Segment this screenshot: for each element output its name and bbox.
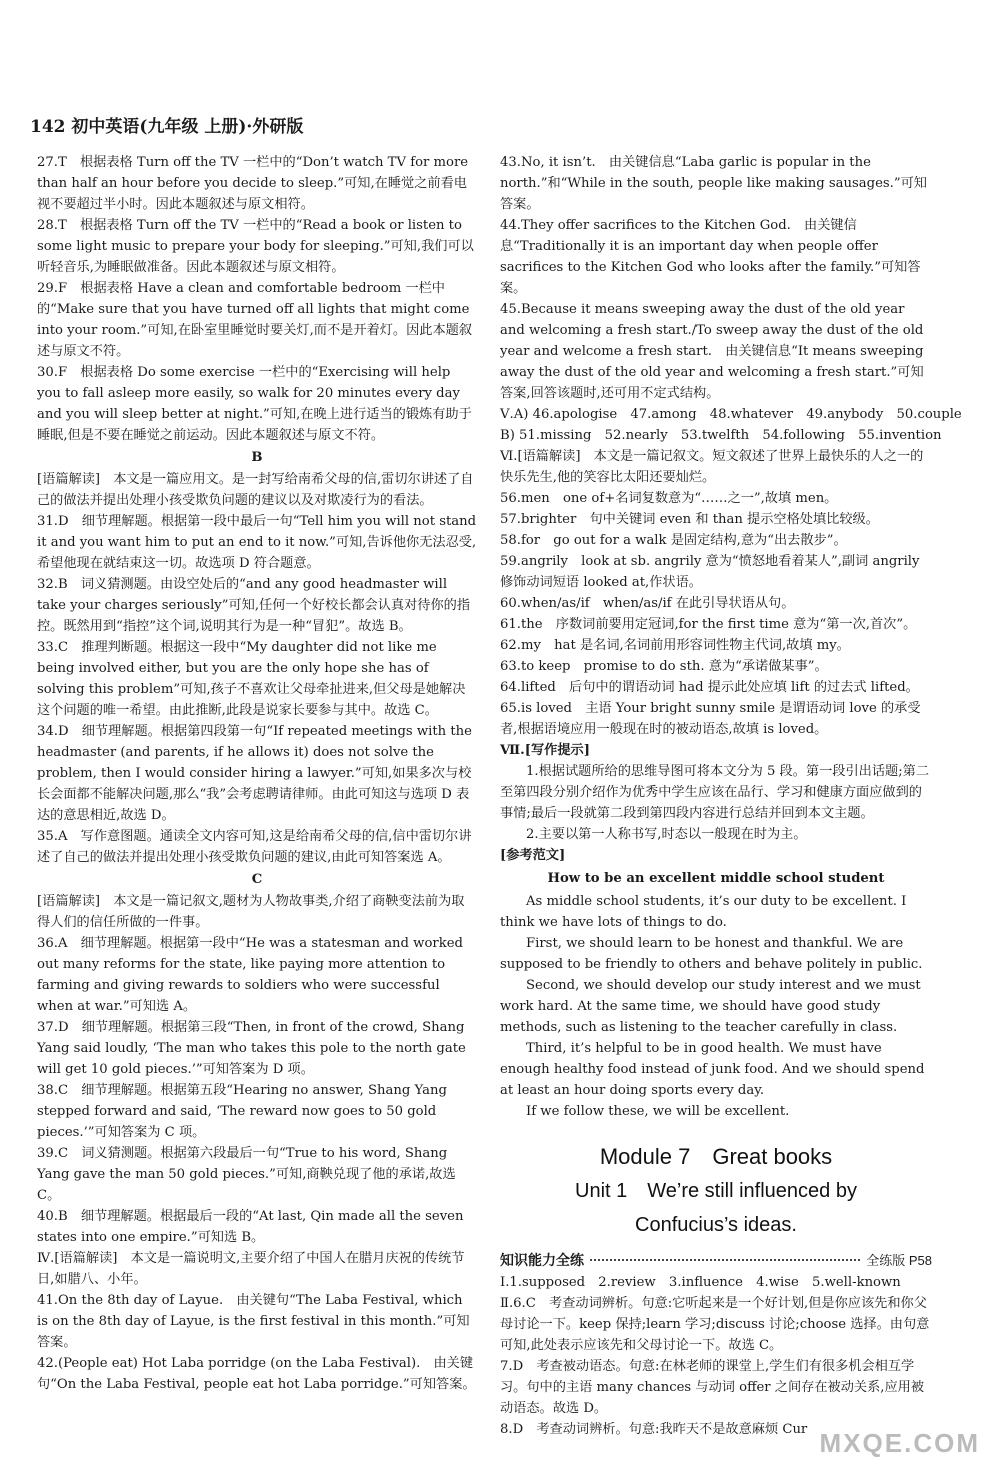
module-title: Module 7 Great books — [599, 1144, 833, 1169]
unit-title: Unit 1 We’re still influenced by — [575, 1180, 857, 1202]
answer-33: 33.C 推理判断题。根据这一段中“My daughter did not like me being involved either, but you are the only hope she has of solving this problem”可知,孩子不喜欢让父母牵扯进来,但父母是她解决这个问题的唯一希望。由此推断,此段是说家长要参与其中。故选 C。 — [37, 640, 466, 718]
unit-title-continued: Confucius’s ideas. — [635, 1214, 797, 1236]
essay-paragraph: Third, it’s helpful to be in good health. We must have enough healthy food instead of junk food. And we should spend at least an hour doing sports every day. — [500, 1041, 925, 1098]
section-header — [500, 1250, 932, 1272]
answer-34: 34.D 细节理解题。根据第四段第一句“If repeated meetings with the headmaster (and parents, if he allows it) does not solve the problem, then I would consider hiring a lawyer.”可知,如果多次与校长会面都不能解决问题,那么“我”会考虑聘请律师。由此可知这与选项 D 表达的意思相近,故选 D。 — [37, 724, 472, 823]
answer-32: 32.B 词义猜测题。由设空处后的“and any good headmaster will take your charges seriously”可知,任何一个好校长都会认真对待你的指控。既然用到“指控”这个词,说明其行为是一种“冒犯”。故选 B。 — [37, 577, 471, 634]
answer-27: 27.T 根据表格 Turn off the TV 一栏中的“Don’t watch TV for more than half an hour before you decide to sleep.”可知,在睡觉之前看电视不要超过半小时。因此本题叙述与原文相符。 — [37, 155, 469, 212]
section-v-b-answers: B) 51.missing 52.nearly 53.twelfth 54.following 55.invention — [500, 428, 942, 443]
watermark: MXQE.COM — [819, 1428, 980, 1458]
answer-28: 28.T 根据表格 Turn off the TV 一栏中的“Read a book or listen to some light music to prepare your body for sleeping.”可知,我们可以听轻音乐,为睡眠做准备。因此本题叙述与原文相符。 — [37, 218, 474, 275]
answer-6: Ⅱ.6.C 考查动词辨析。句意:它听起来是一个好计划,但是你应该先和你父母讨论一下。keep 保持;learn 学习;discuss 讨论;choose 选择。由句意可知,此处表示应该先和父母讨论一下。故选 C。 — [500, 1296, 930, 1353]
reference-essay-heading: [参考范文] — [500, 848, 566, 863]
section-c-heading: C — [251, 872, 263, 887]
answer-30: 30.F 根据表格 Do some exercise 一栏中的“Exercising will help you to fall asleep more easily, so walk for 20 minutes every day and you will sleep better at night.”可知,在晚上进行适当的锻炼有助于睡眠,但是不要在睡觉之前运动。因此本题叙述与原文不符。 — [37, 365, 472, 443]
answer-42: 42.(People eat) Hot Laba porridge (on the Laba Festival). 由关键句“On the Laba Festival, people eat hot Laba porridge.”可知答案。 — [37, 1356, 476, 1392]
answer-57: 57.brighter 句中关键词 even 和 than 提示空格处填比较级。 — [500, 512, 879, 527]
answer-35: 35.A 写作意图题。通读全文内容可知,这是给南希父母的信,信中雷切尔讲述了自己的做法并提出处理小孩受欺负问题的建议,由此可知答案选 A。 — [37, 829, 472, 865]
essay-title: How to be an excellent middle school student — [547, 871, 885, 886]
section-v-a-answers: Ⅴ.A) 46.apologise 47.among 48.whatever 49.anybody 50.couple — [500, 407, 962, 422]
dotted-leader — [590, 1259, 860, 1261]
answer-31: 31.D 细节理解题。根据第一段中最后一句“Tell him you will not stand it and you want him to put an end to it now.”可知,告诉他你无法忍受,希望他现在就结束这一切。故选项 D 符合题意。 — [37, 514, 477, 571]
section-page-ref: 全练版 P58 — [866, 1253, 932, 1268]
answer-62: 62.my hat 是名词,名词前用形容词性物主代词,故填 my。 — [500, 638, 850, 653]
answer-63: 63.to keep promise to do sth. 意为“承诺做某事”。 — [500, 659, 828, 674]
answer-29: 29.F 根据表格 Have a clean and comfortable bedroom 一栏中的“Make sure that you have turned off all lights that might come into your room.”可知,在卧室里睡觉时要关灯,而不是开着灯。因此本题叙述与原文不符。 — [37, 281, 473, 359]
answer-58: 58.for go out for a walk 是固定结构,意为“出去散步”。 — [500, 533, 847, 548]
answer-39: 39.C 词义猜测题。根据第六段最后一句“True to his word, Shang Yang gave the man 50 gold pieces.”可知,商鞅兑现了他的承诺,故选 C。 — [37, 1146, 456, 1203]
answer-43: 43.No, it isn’t. 由关键信息“Laba garlic is popular in the north.”和“While in the south, people like making sausages.”可知答案。 — [500, 155, 927, 212]
answer-37: 37.D 细节理解题。根据第三段“Then, in front of the crowd, Shang Yang said loudly, ‘The man who takes this pole to the north gate will get 10 gold pieces.’”可知答案为 D 项。 — [37, 1020, 466, 1077]
writing-tip-2: 2.主要以第一人称书写,时态以一般现在时为主。 — [526, 827, 807, 842]
essay-paragraph: As middle school students, it’s our duty to be excellent. I think we have lots of things to do. — [500, 894, 907, 930]
section-b-heading: B — [251, 450, 263, 465]
essay-paragraph: Second, we should develop our study interest and we must work hard. At the same time, we should have good study methods, such as listening to the teacher carefully in class. — [500, 978, 921, 1035]
answer-56: 56.men one of+名词复数意为“……之一”,故填 men。 — [500, 491, 838, 506]
answer-61: 61.the 序数词前要用定冠词,for the first time 意为“第一次,首次”。 — [500, 617, 917, 632]
answer-8: 8.D 考查动词辨析。句意:我昨天不是故意麻烦 Cur — [500, 1422, 808, 1437]
answer-59: 59.angrily look at sb. angrily 意为“愤怒地看着某人”,副词 angrily 修饰动词短语 looked at,作状语。 — [500, 554, 920, 590]
page-header: 142 初中英语(九年级 上册)·外研版 — [30, 117, 304, 137]
section-iv-intro: Ⅳ.[语篇解读] 本文是一篇说明文,主要介绍了中国人在腊月庆祝的传统节日,如腊八、小年。 — [37, 1251, 465, 1287]
section-title: 知识能力全练 — [500, 1253, 584, 1269]
answer-60: 60.when/as/if when/as/if 在此引导状语从句。 — [500, 596, 795, 611]
answer-36: 36.A 细节理解题。根据第一段中“He was a statesman and worked out many reforms for the state, like paying more attention to farming and giving rewards to soldiers who were successful when at war.”可知选 A。 — [37, 936, 463, 1014]
answer-45: 45.Because it means sweeping away the dust of the old year and welcoming a fresh start./To sweep away the dust of the old year and welcome a fresh start. 由关键信息“It means sweeping away the dust of the old year and welcoming a fresh start.”可知答案,回答该题时,还可用不定式结构。 — [500, 302, 924, 401]
answer-7: 7.D 考查被动语态。句意:在林老师的课堂上,学生们有很多机会相互学习。句中的主语 many chances 与动词 offer 之间存在被动关系,应用被动语态。故选 D。 — [500, 1359, 925, 1416]
essay-paragraph: First, we should learn to be honest and thankful. We are supposed to be friendly to others and behave politely in public. — [500, 936, 923, 972]
section-b-intro: [语篇解读] 本文是一篇应用文。是一封写给南希父母的信,雷切尔讲述了自己的做法并提出处理小孩受欺负问题的建议以及对欺凌行为的看法。 — [37, 472, 474, 508]
answer-65: 65.is loved 主语 Your bright sunny smile 是谓语动词 love 的承受者,根据语境应用一般现在时的被动语态,故填 is loved。 — [500, 701, 921, 737]
writing-tips-heading: Ⅶ.[写作提示] — [500, 743, 590, 758]
section-i-answers: Ⅰ.1.supposed 2.review 3.influence 4.wise 5.well-known — [500, 1275, 901, 1290]
answer-41: 41.On the 8th day of Layue. 由关键句“The Laba Festival, which is on the 8th day of Layue, is the first festival in this month.”可知答案。 — [37, 1293, 470, 1350]
section-vi-intro: Ⅵ.[语篇解读] 本文是一篇记叙文。短文叙述了世界上最快乐的人之一的快乐先生,他的笑容比太阳还要灿烂。 — [500, 449, 924, 485]
right-column — [500, 152, 962, 1440]
writing-tip-1: 1.根据试题所给的思维导图可将本文分为 5 段。第一段引出话题;第二至第四段分别介绍作为优秀中学生应该在品行、学习和健康方面应做到的事情;最后一段就第二段到第四段内容进行总结并回到本文主题。 — [500, 764, 930, 821]
essay-paragraph: If we follow these, we will be excellent. — [526, 1104, 790, 1119]
answer-40: 40.B 细节理解题。根据最后一段的“At last, Qin made all the seven states into one empire.”可知选 B。 — [37, 1209, 464, 1245]
section-c-intro: [语篇解读] 本文是一篇记叙文,题材为人物故事类,介绍了商鞅变法前为取得人们的信任所做的一件事。 — [37, 894, 465, 930]
left-column — [37, 152, 477, 1395]
answer-64: 64.lifted 后句中的谓语动词 had 提示此处应填 lift 的过去式 lifted。 — [500, 680, 919, 695]
answer-44: 44.They offer sacrifices to the Kitchen God. 由关键信息“Traditionally it is an important day when people offer sacrifices to the Kitchen God who looks after the family.”可知答案。 — [500, 218, 921, 296]
answer-38: 38.C 细节理解题。根据第五段“Hearing no answer, Shang Yang stepped forward and said, ‘The reward now goes to 50 gold pieces.’”可知答案为 C 项。 — [37, 1083, 447, 1140]
